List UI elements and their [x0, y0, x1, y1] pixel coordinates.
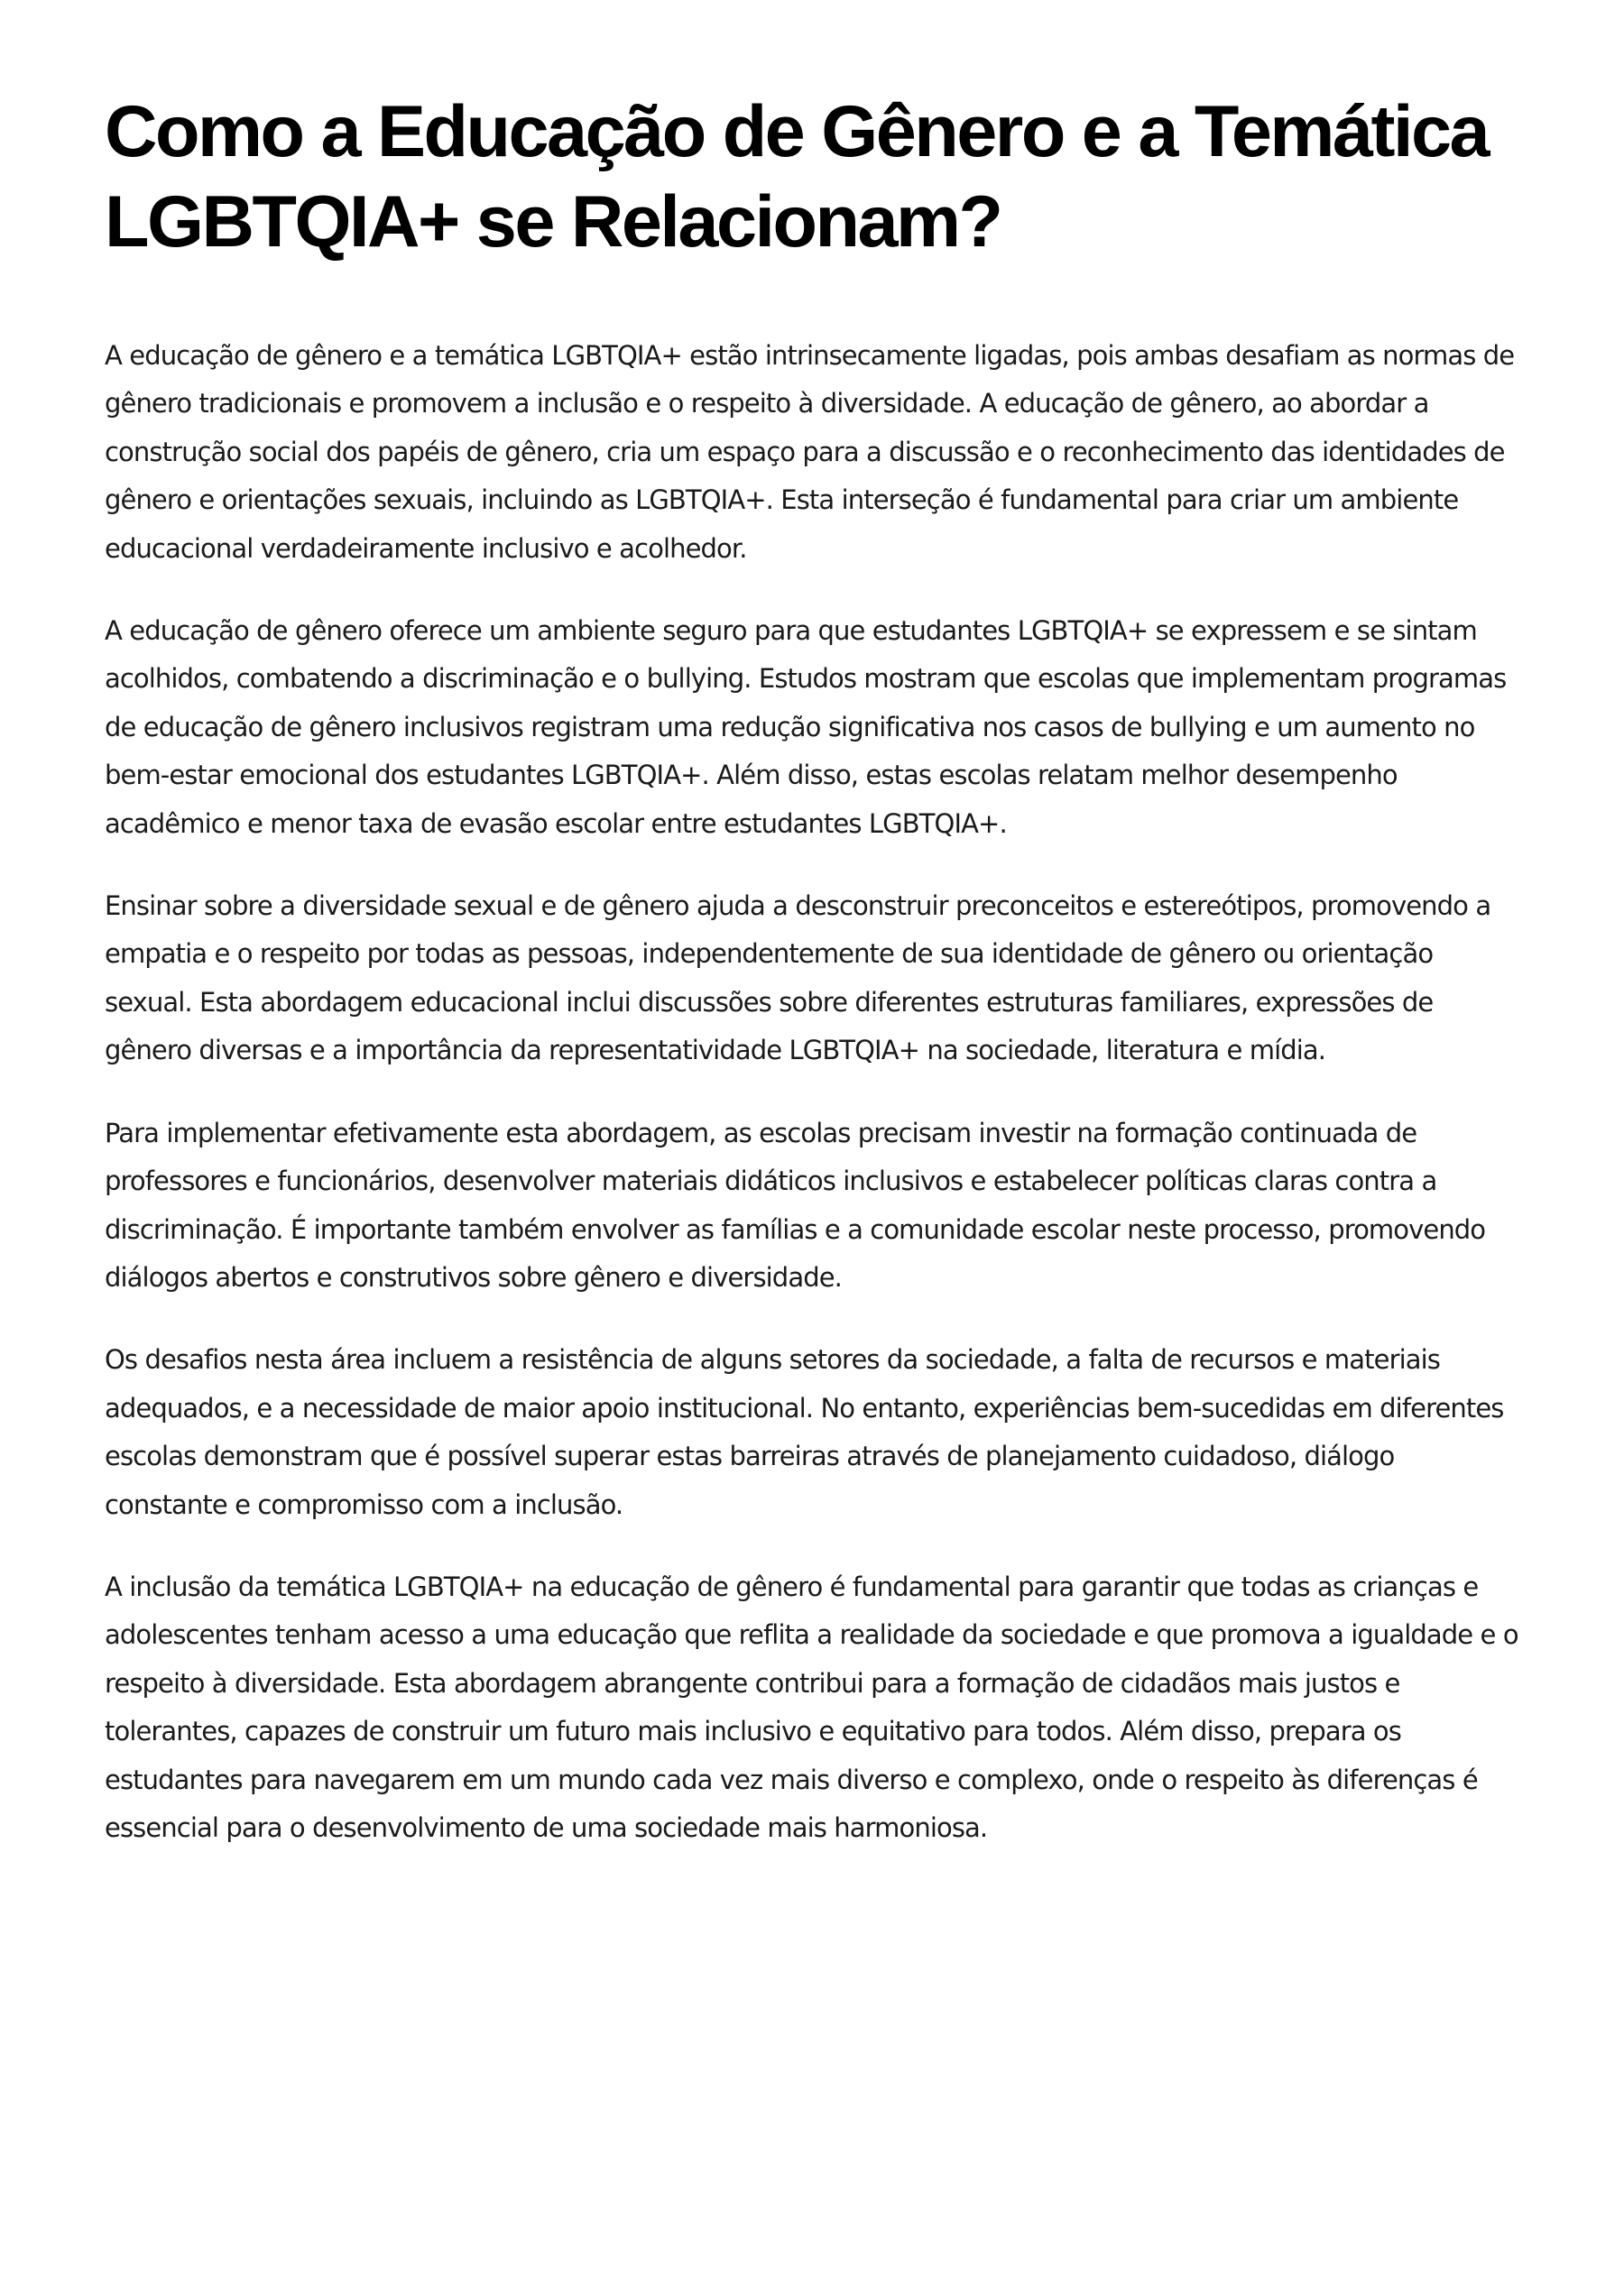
paragraph-implementation: Para implementar efetivamente esta abordagem, as escolas precisam investir na formação continuada de professores e funcionários, desenvolver materiais didáticos inclusivos e estabelecer políticas claras contra a discriminação. É importante também envolver as famílias e a comunidade escolar neste processo, promovendo diálogos abertos e construtivos sobre gênero e diversidade. [105, 1117, 1486, 1293]
document-page [105, 87, 1521, 1886]
paragraph-intro: A educação de gênero e a temática LGBTQIA+ estão intrinsecamente ligadas, pois ambas desafiam as normas de gênero tradicionais e promovem a inclusão e o respeito à diversidade. A educação de gênero, ao abordar a construção social dos papéis de gênero, cria um espaço para a discussão e o reconhecimento das identidades de gênero e orientações sexuais, incluindo as LGBTQIA+. Esta interseção é fundamental para criar um ambiente educacional verdadeiramente inclusivo e acolhedor. [105, 340, 1515, 564]
paragraph-challenges: Os desafios nesta área incluem a resistência de alguns setores da sociedade, a falta de recursos e materiais adequados, e a necessidade de maior apoio institucional. No entanto, experiências bem-sucedidas em diferentes escolas demonstram que é possível superar estas barreiras através de planejamento cuidadoso, diálogo constante e compromisso com a inclusão. [105, 1344, 1504, 1520]
paragraph-diversity-teaching: Ensinar sobre a diversidade sexual e de gênero ajuda a desconstruir preconceitos e estereótipos, promovendo a empatia e o respeito por todas as pessoas, independentemente de sua identidade de gênero ou orientação sexual. Esta abordagem educacional inclui discussões sobre diferentes estruturas familiares, expressões de gênero diversas e a importância da representatividade LGBTQIA+ na sociedade, literatura e mídia. [105, 890, 1491, 1066]
page-title: Como a Educação de Gênero e a Temática LGBTQIA+ se Relacionam? [105, 91, 1489, 263]
paragraph-conclusion: A inclusão da temática LGBTQIA+ na educação de gênero é fundamental para garantir que todas as crianças e adolescentes tenham acesso a uma educação que reflita a realidade da sociedade e que promova a igualdade e o respeito à diversidade. Esta abordagem abrangente contribui para a formação de cidadãos mais justos e tolerantes, capazes de construir um futuro mais inclusivo e equitativo para todos. Além disso, prepara os estudantes para navegarem em um mundo cada vez mais diverso e complexo, onde o respeito às diferenças é essencial para o desenvolvimento de uma sociedade mais harmoniosa. [105, 1571, 1518, 1843]
paragraph-safe-environment: A educação de gênero oferece um ambiente seguro para que estudantes LGBTQIA+ se expressem e se sintam acolhidos, combatendo a discriminação e o bullying. Estudos mostram que escolas que implementam programas de educação de gênero inclusivos registram uma redução significativa nos casos de bullying e um aumento no bem-estar emocional dos estudantes LGBTQIA+. Além disso, estas escolas relatam melhor desempenho acadêmico e menor taxa de evasão escolar entre estudantes LGBTQIA+. [105, 615, 1507, 839]
